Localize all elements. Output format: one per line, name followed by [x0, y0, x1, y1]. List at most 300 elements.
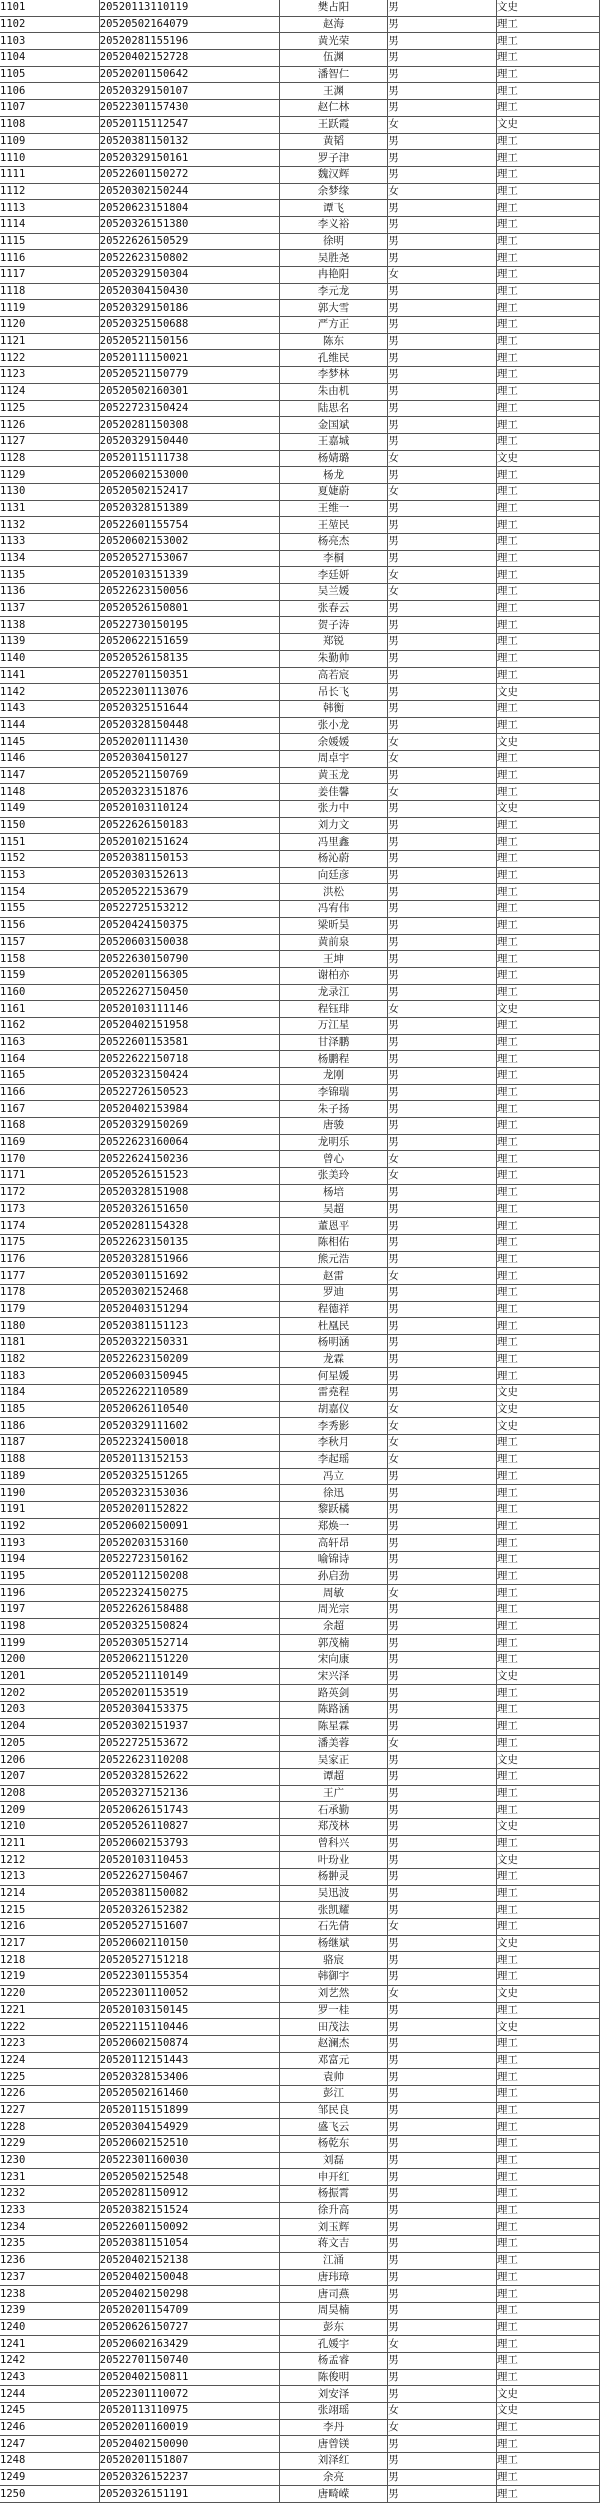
track-cell: 理工: [496, 567, 599, 584]
row-number-cell: 1139: [0, 634, 99, 651]
student-name-cell: 孔维民: [279, 350, 388, 367]
row-number-cell: 1151: [0, 834, 99, 851]
track-cell: 理工: [496, 1134, 599, 1151]
track-cell: 理工: [496, 1218, 599, 1235]
track-cell: 理工: [496, 383, 599, 400]
table-row: [0, 350, 600, 367]
student-id-cell: 20520302151937: [99, 1718, 279, 1735]
gender-cell: 男: [388, 817, 497, 834]
table-row: [0, 116, 600, 133]
table-row: [0, 2436, 600, 2453]
track-cell: 理工: [496, 550, 599, 567]
student-id-cell: 20520201111430: [99, 734, 279, 751]
row-number-cell: 1233: [0, 2202, 99, 2219]
table-row: [0, 1051, 600, 1068]
student-name-cell: 李起瑶: [279, 1451, 388, 1468]
row-number-cell: 1132: [0, 517, 99, 534]
student-id-cell: 20520323150424: [99, 1068, 279, 1085]
gender-cell: 男: [388, 2236, 497, 2253]
row-number-cell: 1244: [0, 2386, 99, 2403]
track-cell: 理工: [496, 1034, 599, 1051]
student-id-cell: 20520527151607: [99, 1919, 279, 1936]
row-number-cell: 1250: [0, 2486, 99, 2503]
table-row: [0, 1251, 600, 1268]
row-number-cell: 1135: [0, 567, 99, 584]
student-id-cell: 20520622151659: [99, 634, 279, 651]
table-row: [0, 834, 600, 851]
row-number-cell: 1160: [0, 984, 99, 1001]
student-name-cell: 李廷妍: [279, 567, 388, 584]
row-number-cell: 1213: [0, 1869, 99, 1886]
student-id-cell: 20522626158488: [99, 1602, 279, 1619]
gender-cell: 男: [388, 1501, 497, 1518]
track-cell: 理工: [496, 50, 599, 67]
row-number-cell: 1175: [0, 1234, 99, 1251]
row-number-cell: 1146: [0, 750, 99, 767]
student-id-cell: 20520325150824: [99, 1618, 279, 1635]
gender-cell: 男: [388, 16, 497, 33]
track-cell: 理工: [496, 333, 599, 350]
table-row: [0, 667, 600, 684]
table-row: [0, 283, 600, 300]
gender-cell: 男: [388, 1835, 497, 1852]
student-name-cell: 唐司燕: [279, 2286, 388, 2303]
student-id-cell: 20520527153067: [99, 550, 279, 567]
track-cell: 理工: [496, 150, 599, 167]
row-number-cell: 1226: [0, 2085, 99, 2102]
student-name-cell: 龙刚: [279, 1068, 388, 1085]
table-row: [0, 1485, 600, 1502]
gender-cell: 男: [388, 1752, 497, 1769]
row-number-cell: 1168: [0, 1118, 99, 1135]
gender-cell: 男: [388, 717, 497, 734]
student-id-cell: 20520621151220: [99, 1652, 279, 1669]
table-row: [0, 1335, 600, 1352]
gender-cell: 女: [388, 2419, 497, 2436]
student-id-cell: 20520281154328: [99, 1218, 279, 1235]
student-name-cell: 洪松: [279, 884, 388, 901]
gender-cell: 女: [388, 584, 497, 601]
table-row: [0, 550, 600, 567]
row-number-cell: 1115: [0, 233, 99, 250]
student-name-cell: 周光宗: [279, 1602, 388, 1619]
gender-cell: 女: [388, 1401, 497, 1418]
row-number-cell: 1122: [0, 350, 99, 367]
track-cell: 理工: [496, 1335, 599, 1352]
table-row: [0, 2035, 600, 2052]
student-name-cell: 郑锐: [279, 634, 388, 651]
gender-cell: 男: [388, 250, 497, 267]
track-cell: 文史: [496, 116, 599, 133]
track-cell: 理工: [496, 517, 599, 534]
track-cell: 理工: [496, 584, 599, 601]
student-name-cell: 冉艳阳: [279, 267, 388, 284]
table-row: [0, 1101, 600, 1118]
track-cell: 理工: [496, 1435, 599, 1452]
table-row: [0, 1718, 600, 1735]
student-name-cell: 李梦林: [279, 367, 388, 384]
gender-cell: 男: [388, 600, 497, 617]
student-id-cell: 20522623150135: [99, 1234, 279, 1251]
gender-cell: 男: [388, 2219, 497, 2236]
table-row: [0, 584, 600, 601]
student-name-cell: 徐迅: [279, 1485, 388, 1502]
row-number-cell: 1239: [0, 2302, 99, 2319]
student-id-cell: 20520113110119: [99, 0, 279, 16]
track-cell: 理工: [496, 1635, 599, 1652]
table-row: [0, 1301, 600, 1318]
student-name-cell: 申开红: [279, 2169, 388, 2186]
track-cell: 理工: [496, 317, 599, 334]
row-number-cell: 1102: [0, 16, 99, 33]
student-name-cell: 李桐: [279, 550, 388, 567]
table-row: [0, 1401, 600, 1418]
gender-cell: 男: [388, 467, 497, 484]
student-name-cell: 田茂法: [279, 2019, 388, 2036]
track-cell: 理工: [496, 700, 599, 717]
track-cell: 理工: [496, 951, 599, 968]
student-name-cell: 李元龙: [279, 283, 388, 300]
gender-cell: 男: [388, 2302, 497, 2319]
gender-cell: 男: [388, 984, 497, 1001]
student-id-cell: 20520402152728: [99, 50, 279, 67]
table-row: [0, 2403, 600, 2420]
gender-cell: 男: [388, 2085, 497, 2102]
row-number-cell: 1123: [0, 367, 99, 384]
student-name-cell: 刘磊: [279, 2152, 388, 2169]
table-row: [0, 851, 600, 868]
student-name-cell: 姜佳馨: [279, 784, 388, 801]
track-cell: 理工: [496, 667, 599, 684]
table-row: [0, 183, 600, 200]
student-id-cell: 20520502161460: [99, 2085, 279, 2102]
student-id-cell: 20520103110124: [99, 801, 279, 818]
student-name-cell: 程钰琲: [279, 1001, 388, 1018]
student-name-cell: 杨龙: [279, 467, 388, 484]
student-name-cell: 黄前泉: [279, 934, 388, 951]
row-number-cell: 1199: [0, 1635, 99, 1652]
gender-cell: 男: [388, 967, 497, 984]
gender-cell: 男: [388, 1318, 497, 1335]
table-row: [0, 567, 600, 584]
gender-cell: 男: [388, 1568, 497, 1585]
student-name-cell: 孙启劲: [279, 1568, 388, 1585]
gender-cell: 男: [388, 884, 497, 901]
gender-cell: 女: [388, 2403, 497, 2420]
student-id-cell: 20522725153672: [99, 1735, 279, 1752]
student-name-cell: 胡嘉仪: [279, 1401, 388, 1418]
table-row: [0, 1635, 600, 1652]
track-cell: 理工: [496, 1518, 599, 1535]
row-number-cell: 1242: [0, 2352, 99, 2369]
gender-cell: 男: [388, 83, 497, 100]
student-id-cell: 20522723150162: [99, 1551, 279, 1568]
gender-cell: 男: [388, 851, 497, 868]
student-id-cell: 20522301113076: [99, 684, 279, 701]
gender-cell: 男: [388, 1668, 497, 1685]
row-number-cell: 1171: [0, 1168, 99, 1185]
track-cell: 理工: [496, 1101, 599, 1118]
table-row: [0, 2252, 600, 2269]
gender-cell: 男: [388, 2102, 497, 2119]
gender-cell: 女: [388, 483, 497, 500]
gender-cell: 男: [388, 1952, 497, 1969]
track-cell: 理工: [496, 884, 599, 901]
student-name-cell: 黎跃橘: [279, 1501, 388, 1518]
student-id-cell: 20520626150727: [99, 2319, 279, 2336]
gender-cell: 男: [388, 650, 497, 667]
student-id-cell: 20520402153984: [99, 1101, 279, 1118]
student-name-cell: 刘艺然: [279, 1985, 388, 2002]
track-cell: 理工: [496, 1869, 599, 1886]
gender-cell: 女: [388, 734, 497, 751]
gender-cell: 男: [388, 1034, 497, 1051]
row-number-cell: 1193: [0, 1535, 99, 1552]
table-row: [0, 1435, 600, 1452]
table-row: [0, 2336, 600, 2353]
row-number-cell: 1104: [0, 50, 99, 67]
row-number-cell: 1172: [0, 1184, 99, 1201]
gender-cell: 男: [388, 1385, 497, 1402]
track-cell: 理工: [496, 16, 599, 33]
track-cell: 文史: [496, 1818, 599, 1835]
row-number-cell: 1166: [0, 1084, 99, 1101]
track-cell: 理工: [496, 1017, 599, 1034]
gender-cell: 男: [388, 1301, 497, 1318]
student-id-cell: 20520323151876: [99, 784, 279, 801]
table-row: [0, 16, 600, 33]
gender-cell: 男: [388, 1017, 497, 1034]
student-id-cell: 20520402150811: [99, 2369, 279, 2386]
student-name-cell: 杨振霄: [279, 2186, 388, 2203]
student-name-cell: 彭东: [279, 2319, 388, 2336]
student-id-cell: 20522601150272: [99, 166, 279, 183]
row-number-cell: 1230: [0, 2152, 99, 2169]
row-number-cell: 1116: [0, 250, 99, 267]
student-name-cell: 冯宥伟: [279, 901, 388, 918]
track-cell: 理工: [496, 1768, 599, 1785]
student-name-cell: 吴迅波: [279, 1885, 388, 1902]
student-name-cell: 杨沁蔚: [279, 851, 388, 868]
row-number-cell: 1248: [0, 2453, 99, 2470]
student-name-cell: 唐玮璋: [279, 2269, 388, 2286]
student-name-cell: 盛飞云: [279, 2119, 388, 2136]
student-id-cell: 20520203153160: [99, 1535, 279, 1552]
student-id-cell: 20520626151743: [99, 1802, 279, 1819]
table-row: [0, 1535, 600, 1552]
track-cell: 理工: [496, 267, 599, 284]
student-id-cell: 20520328153406: [99, 2069, 279, 2086]
table-row: [0, 317, 600, 334]
student-id-cell: 20520521110149: [99, 1668, 279, 1685]
table-row: [0, 884, 600, 901]
student-name-cell: 朱勤帅: [279, 650, 388, 667]
student-name-cell: 李义裕: [279, 216, 388, 233]
gender-cell: 女: [388, 750, 497, 767]
table-row: [0, 1017, 600, 1034]
track-cell: 理工: [496, 2336, 599, 2353]
row-number-cell: 1143: [0, 700, 99, 717]
track-cell: 理工: [496, 1618, 599, 1635]
student-id-cell: 20520326151650: [99, 1201, 279, 1218]
track-cell: 理工: [496, 1885, 599, 1902]
gender-cell: 男: [388, 1118, 497, 1135]
track-cell: 理工: [496, 1351, 599, 1368]
gender-cell: 男: [388, 1802, 497, 1819]
student-name-cell: 彭江: [279, 2085, 388, 2102]
student-id-cell: 20520103110453: [99, 1852, 279, 1869]
student-id-cell: 20520304153375: [99, 1702, 279, 1719]
table-row: [0, 1001, 600, 1018]
gender-cell: 男: [388, 517, 497, 534]
gender-cell: 男: [388, 1368, 497, 1385]
table-row: [0, 1768, 600, 1785]
student-name-cell: 杨乾东: [279, 2136, 388, 2153]
gender-cell: 男: [388, 166, 497, 183]
track-cell: 理工: [496, 1718, 599, 1735]
student-id-cell: 20520521150779: [99, 367, 279, 384]
student-id-cell: 20520112150208: [99, 1568, 279, 1585]
track-cell: 理工: [496, 617, 599, 634]
student-name-cell: 赵雷: [279, 1268, 388, 1285]
track-cell: 理工: [496, 66, 599, 83]
table-row: [0, 1852, 600, 1869]
table-row: [0, 2069, 600, 2086]
track-cell: 理工: [496, 2486, 599, 2503]
table-row: [0, 2319, 600, 2336]
student-id-cell: 20522301160030: [99, 2152, 279, 2169]
table-row: [0, 433, 600, 450]
track-cell: 理工: [496, 1318, 599, 1335]
gender-cell: 男: [388, 1718, 497, 1735]
student-id-cell: 20520329111602: [99, 1418, 279, 1435]
row-number-cell: 1119: [0, 300, 99, 317]
table-row: [0, 0, 600, 16]
row-number-cell: 1228: [0, 2119, 99, 2136]
student-id-cell: 20520602152510: [99, 2136, 279, 2153]
student-name-cell: 李秀影: [279, 1418, 388, 1435]
student-id-cell: 20520381150082: [99, 1885, 279, 1902]
track-cell: 文史: [496, 1752, 599, 1769]
table-row: [0, 1118, 600, 1135]
row-number-cell: 1138: [0, 617, 99, 634]
table-row: [0, 1952, 600, 1969]
table-row: [0, 600, 600, 617]
gender-cell: 男: [388, 2252, 497, 2269]
row-number-cell: 1225: [0, 2069, 99, 2086]
row-number-cell: 1147: [0, 767, 99, 784]
student-name-cell: 樊占阳: [279, 0, 388, 16]
student-name-cell: 袁帅: [279, 2069, 388, 2086]
row-number-cell: 1133: [0, 534, 99, 551]
row-number-cell: 1188: [0, 1451, 99, 1468]
row-number-cell: 1223: [0, 2035, 99, 2052]
student-id-cell: 20520201153519: [99, 1685, 279, 1702]
table-row: [0, 2236, 600, 2253]
student-name-cell: 杨继斌: [279, 1935, 388, 1952]
student-id-cell: 20520201154709: [99, 2302, 279, 2319]
student-name-cell: 魏汉辉: [279, 166, 388, 183]
student-name-cell: 赵澜杰: [279, 2035, 388, 2052]
track-cell: 文史: [496, 2386, 599, 2403]
student-id-cell: 20520403151294: [99, 1301, 279, 1318]
row-number-cell: 1209: [0, 1802, 99, 1819]
table-row: [0, 1218, 600, 1235]
table-row: [0, 2169, 600, 2186]
gender-cell: 男: [388, 1852, 497, 1869]
table-row: [0, 333, 600, 350]
gender-cell: 女: [388, 1585, 497, 1602]
student-name-cell: 王渊: [279, 83, 388, 100]
gender-cell: 男: [388, 1468, 497, 1485]
track-cell: 理工: [496, 2169, 599, 2186]
student-id-cell: 20520102151624: [99, 834, 279, 851]
student-name-cell: 高若宸: [279, 667, 388, 684]
table-row: [0, 700, 600, 717]
track-cell: 理工: [496, 934, 599, 951]
student-name-cell: 张力中: [279, 801, 388, 818]
student-name-cell: 熊元浩: [279, 1251, 388, 1268]
track-cell: 理工: [496, 784, 599, 801]
table-row: [0, 984, 600, 1001]
gender-cell: 男: [388, 1518, 497, 1535]
table-row: [0, 2019, 600, 2036]
row-number-cell: 1229: [0, 2136, 99, 2153]
gender-cell: 男: [388, 634, 497, 651]
row-number-cell: 1140: [0, 650, 99, 667]
gender-cell: 男: [388, 2119, 497, 2136]
table-row: [0, 2302, 600, 2319]
row-number-cell: 1101: [0, 0, 99, 16]
student-id-cell: 20520502160301: [99, 383, 279, 400]
student-name-cell: 唐骏: [279, 1118, 388, 1135]
student-name-cell: 冯立: [279, 1468, 388, 1485]
table-row: [0, 2469, 600, 2486]
row-number-cell: 1197: [0, 1602, 99, 1619]
row-number-cell: 1205: [0, 1735, 99, 1752]
student-id-cell: 20520201160019: [99, 2419, 279, 2436]
student-id-cell: 20522301110072: [99, 2386, 279, 2403]
gender-cell: 男: [388, 2002, 497, 2019]
track-cell: 理工: [496, 984, 599, 1001]
gender-cell: 女: [388, 450, 497, 467]
student-name-cell: 李锦瑞: [279, 1084, 388, 1101]
student-name-cell: 杨亮杰: [279, 534, 388, 551]
student-id-cell: 20520115112547: [99, 116, 279, 133]
gender-cell: 男: [388, 433, 497, 450]
student-id-cell: 20520502152548: [99, 2169, 279, 2186]
track-cell: 文史: [496, 684, 599, 701]
track-cell: 文史: [496, 1001, 599, 1018]
table-row: [0, 1602, 600, 1619]
row-number-cell: 1187: [0, 1435, 99, 1452]
table-row: [0, 767, 600, 784]
student-id-cell: 20522624150236: [99, 1151, 279, 1168]
row-number-cell: 1167: [0, 1101, 99, 1118]
track-cell: 理工: [496, 2152, 599, 2169]
track-cell: 理工: [496, 2286, 599, 2303]
student-name-cell: 陈俊明: [279, 2369, 388, 2386]
gender-cell: 男: [388, 550, 497, 567]
row-number-cell: 1177: [0, 1268, 99, 1285]
table-row: [0, 717, 600, 734]
track-cell: 理工: [496, 717, 599, 734]
gender-cell: 男: [388, 1818, 497, 1835]
gender-cell: 男: [388, 1485, 497, 1502]
row-number-cell: 1170: [0, 1151, 99, 1168]
track-cell: 理工: [496, 1735, 599, 1752]
student-name-cell: 刘泽红: [279, 2453, 388, 2470]
